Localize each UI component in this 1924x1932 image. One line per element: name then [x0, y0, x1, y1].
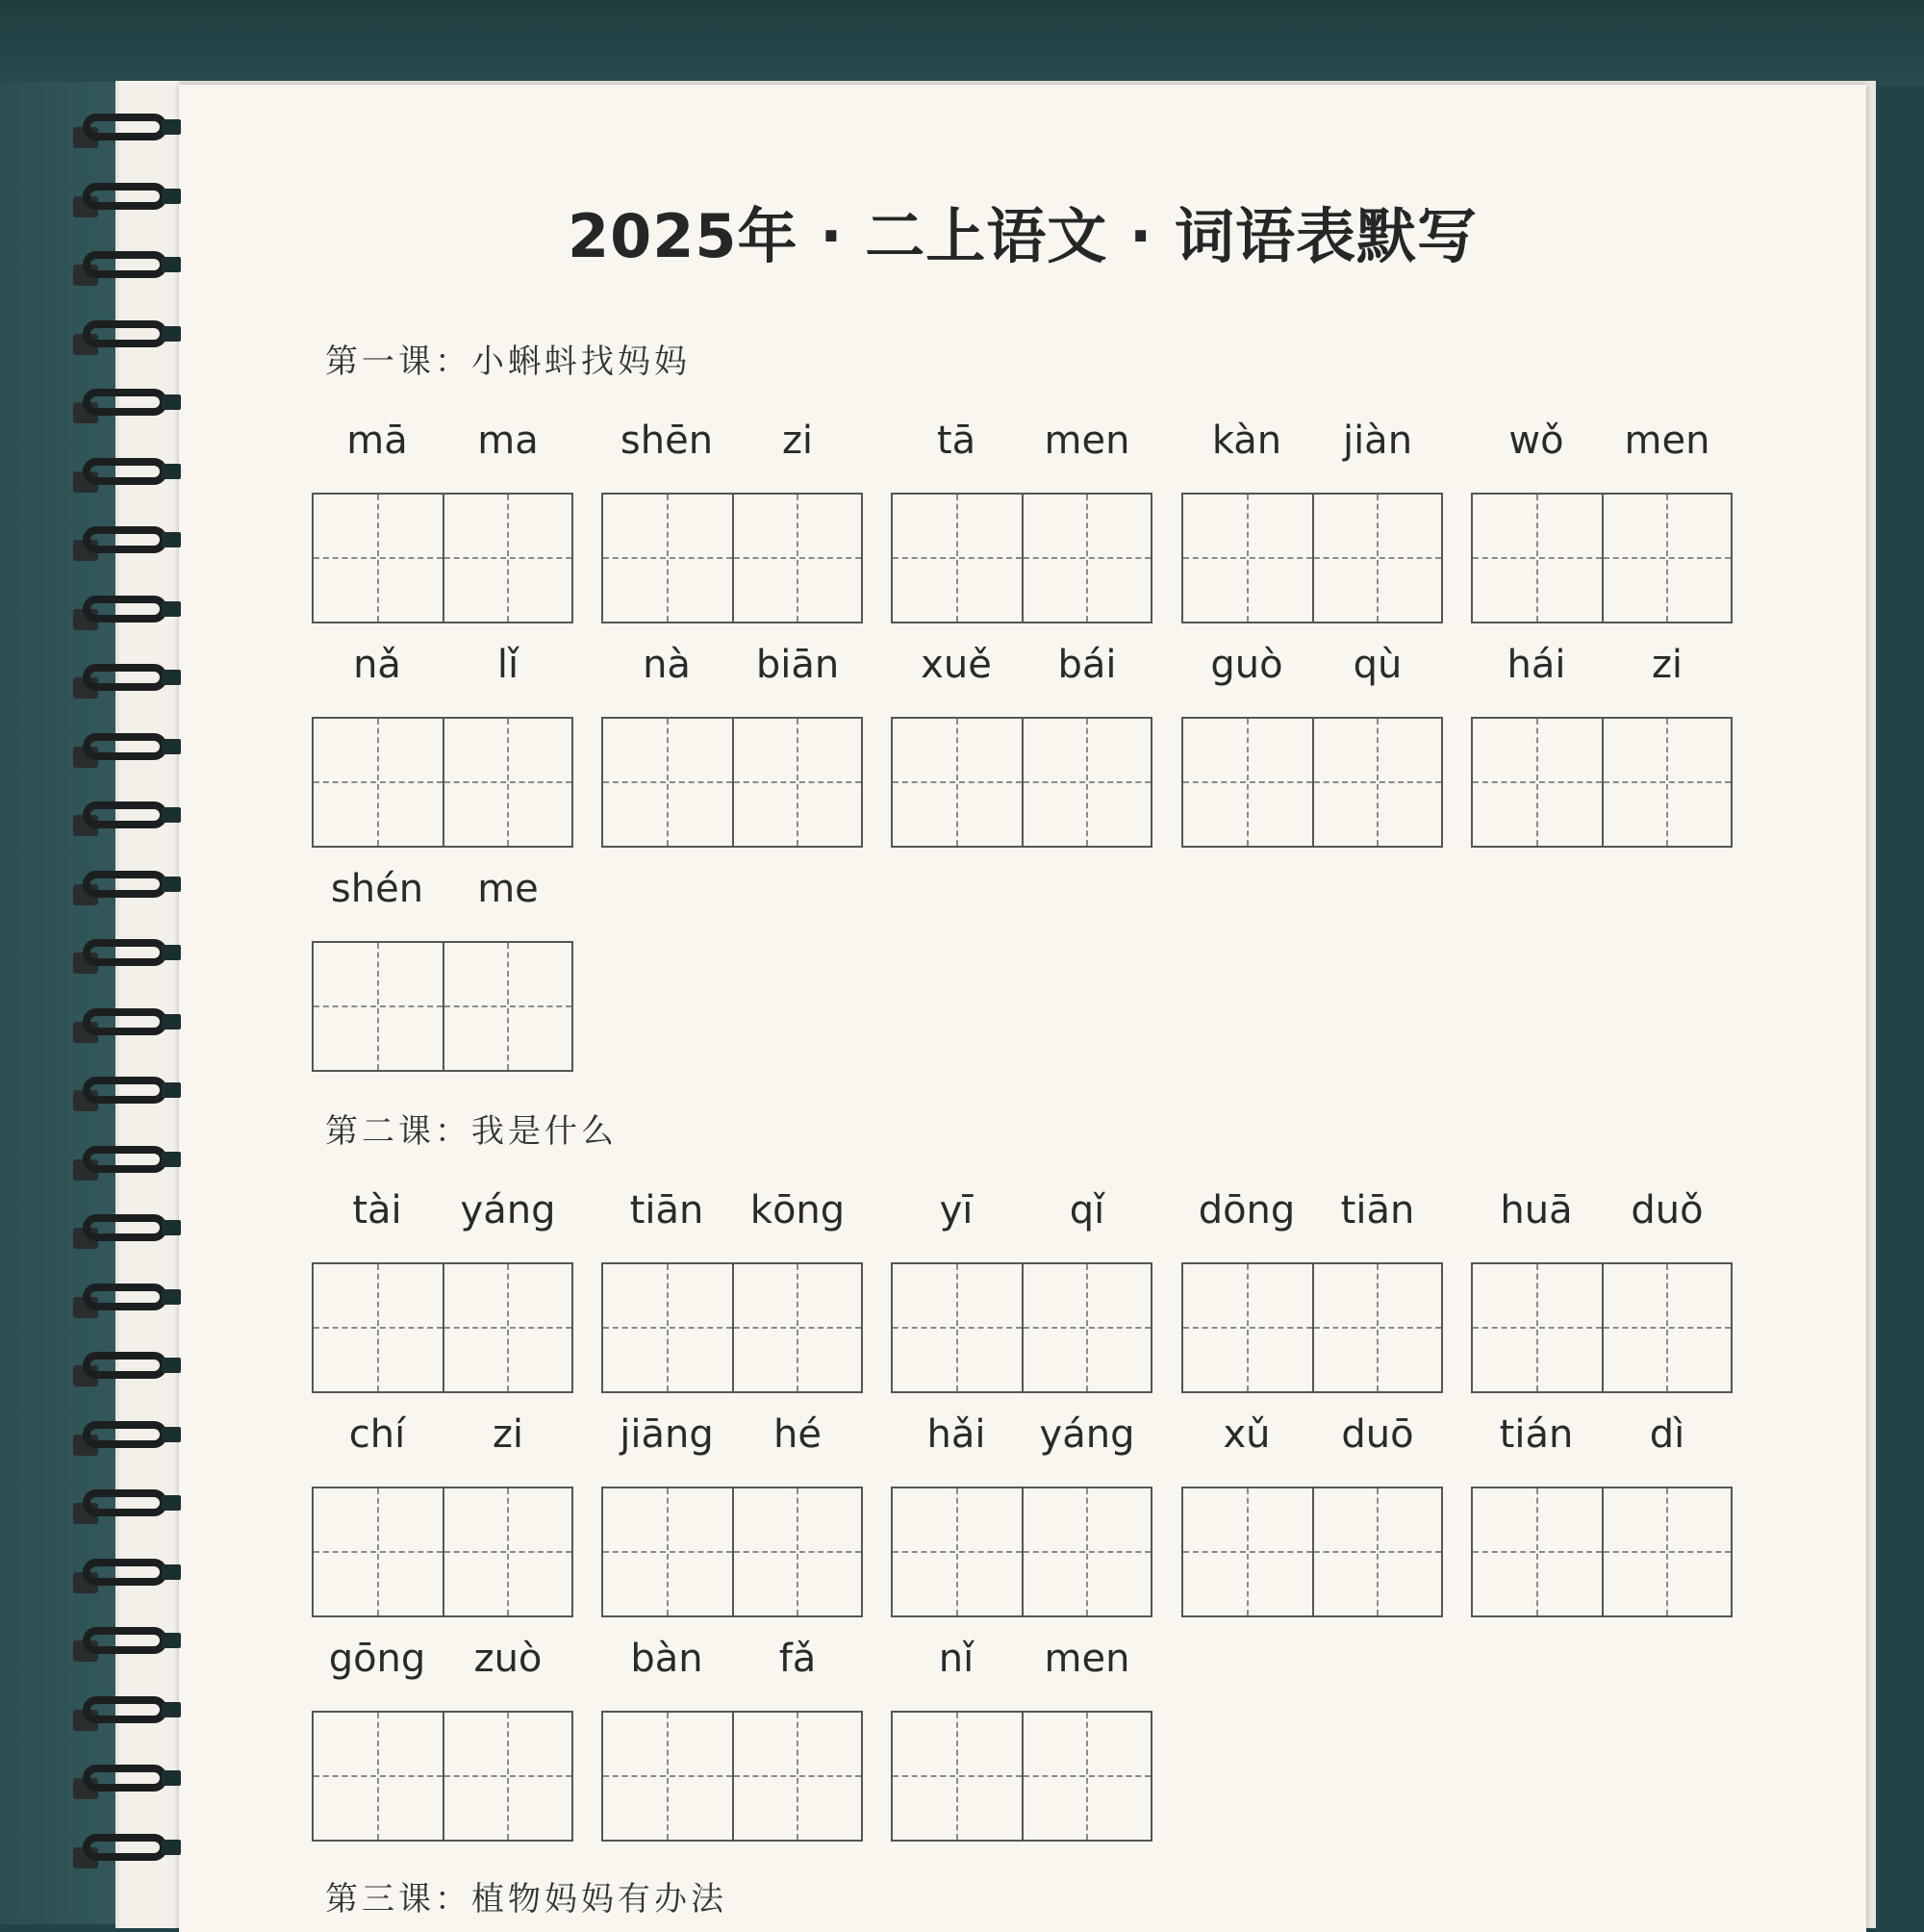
- pinyin-row: [1181, 638, 1443, 692]
- pinyin-row: [891, 1632, 1152, 1686]
- pinyin-row: [601, 1183, 863, 1237]
- tianzige-cell[interactable]: [1022, 1264, 1151, 1391]
- tianzige-cell[interactable]: [443, 1713, 571, 1840]
- writing-grid: [601, 493, 863, 623]
- word-item: [891, 414, 1152, 573]
- pinyin-label: hái: [1506, 643, 1566, 687]
- writing-grid: [312, 1711, 573, 1842]
- pinyin-label: lǐ: [496, 643, 519, 687]
- tianzige-cell[interactable]: [732, 1488, 861, 1615]
- binding-ring: [83, 939, 167, 966]
- pinyin-row: [891, 414, 1152, 468]
- pinyin-row: [312, 1632, 573, 1686]
- binding-ring: [83, 733, 167, 760]
- tianzige-cell[interactable]: [314, 1713, 443, 1840]
- word-item: [312, 862, 573, 1022]
- page-title: 2025年 · 二上语文 · 词语表默写: [567, 201, 1478, 271]
- binding-hole: [162, 877, 181, 892]
- binding-hole: [162, 1289, 181, 1305]
- pinyin-label: xuě: [921, 643, 992, 687]
- tianzige-cell[interactable]: [314, 495, 443, 622]
- writing-grid: [312, 717, 573, 848]
- binding-hole: [162, 532, 181, 547]
- pinyin-label: fǎ: [778, 1637, 817, 1681]
- pinyin-label: biān: [755, 643, 840, 687]
- writing-grid: [1181, 1487, 1443, 1617]
- binding-hole: [162, 1220, 181, 1235]
- binding-hole: [162, 257, 181, 272]
- pinyin-label: tián: [1499, 1412, 1574, 1457]
- word-item: [1181, 1408, 1443, 1567]
- binding-hole: [162, 807, 181, 823]
- binding-ring: [83, 1765, 167, 1792]
- pinyin-label: yī: [939, 1188, 974, 1233]
- tianzige-cell[interactable]: [1602, 495, 1731, 622]
- pinyin-label: gōng: [328, 1637, 426, 1681]
- writing-grid: [601, 717, 863, 848]
- binding-hole: [162, 1152, 181, 1167]
- lesson-heading: 第三课：植物妈妈有办法: [325, 1880, 727, 1919]
- binding-ring: [83, 526, 167, 553]
- pinyin-label: tiān: [1340, 1188, 1415, 1233]
- pinyin-label: dì: [1649, 1412, 1685, 1457]
- binding-ring: [83, 596, 167, 623]
- pinyin-label: huā: [1500, 1188, 1573, 1233]
- tianzige-cell[interactable]: [603, 719, 732, 846]
- lesson-heading: 第一课：小蝌蚪找妈妈: [325, 343, 691, 381]
- pinyin-label: mā: [346, 419, 408, 463]
- tianzige-cell[interactable]: [732, 719, 861, 846]
- binding-hole: [162, 1770, 181, 1786]
- tianzige-cell[interactable]: [732, 495, 861, 622]
- word-item: [1471, 1183, 1733, 1343]
- binding-hole: [162, 1495, 181, 1511]
- pinyin-label: shén: [330, 867, 424, 911]
- pinyin-row: [891, 1408, 1152, 1462]
- pinyin-row: [601, 638, 863, 692]
- tianzige-cell[interactable]: [1473, 495, 1602, 622]
- pinyin-label: duǒ: [1631, 1188, 1704, 1233]
- pinyin-label: yáng: [1039, 1412, 1135, 1457]
- pinyin-row: [1471, 1183, 1733, 1237]
- writing-grid: [1471, 1262, 1733, 1393]
- pinyin-label: men: [1044, 1637, 1130, 1681]
- word-item: [1471, 1408, 1733, 1567]
- tianzige-cell[interactable]: [443, 1488, 571, 1615]
- binding-ring: [83, 1077, 167, 1104]
- pinyin-label: tā: [936, 419, 976, 463]
- word-item: [601, 1183, 863, 1343]
- tianzige-cell[interactable]: [603, 1488, 732, 1615]
- binding-ring: [83, 389, 167, 416]
- pinyin-row: [1181, 1183, 1443, 1237]
- binding-hole: [162, 1014, 181, 1030]
- binding-hole: [162, 464, 181, 479]
- writing-grid: [1471, 1487, 1733, 1617]
- tianzige-cell[interactable]: [603, 1264, 732, 1391]
- binding-ring: [83, 251, 167, 278]
- word-item: [312, 638, 573, 798]
- pinyin-label: shēn: [620, 419, 714, 463]
- writing-grid: [891, 1262, 1152, 1393]
- tianzige-cell[interactable]: [1312, 495, 1441, 622]
- binding-ring: [83, 871, 167, 898]
- pinyin-label: hǎi: [926, 1412, 986, 1457]
- word-item: [891, 638, 1152, 798]
- binding-hole: [162, 1633, 181, 1648]
- binding-hole: [162, 1427, 181, 1442]
- word-item: [601, 1408, 863, 1567]
- tianzige-cell[interactable]: [1473, 719, 1602, 846]
- pinyin-label: nǐ: [938, 1637, 975, 1681]
- pinyin-row: [1471, 414, 1733, 468]
- pinyin-label: hé: [773, 1412, 822, 1457]
- word-item: [891, 1632, 1152, 1792]
- word-item: [1181, 1183, 1443, 1343]
- tianzige-cell[interactable]: [1312, 1488, 1441, 1615]
- pinyin-label: xǔ: [1223, 1412, 1271, 1457]
- tianzige-cell[interactable]: [1602, 1488, 1731, 1615]
- tianzige-cell[interactable]: [443, 495, 571, 622]
- tianzige-cell[interactable]: [893, 719, 1022, 846]
- pinyin-label: chí: [348, 1412, 406, 1457]
- word-item: [312, 414, 573, 573]
- tianzige-cell[interactable]: [1183, 495, 1312, 622]
- tianzige-cell[interactable]: [314, 943, 443, 1070]
- pinyin-label: wǒ: [1508, 419, 1564, 463]
- binding-hole: [162, 945, 181, 960]
- tianzige-cell[interactable]: [443, 719, 571, 846]
- pinyin-row: [312, 1183, 573, 1237]
- binding-hole: [162, 326, 181, 342]
- tianzige-cell[interactable]: [1022, 1488, 1151, 1615]
- binding-ring: [83, 1627, 167, 1654]
- pinyin-label: qù: [1353, 643, 1403, 687]
- binding-ring: [83, 1214, 167, 1241]
- pinyin-label: bàn: [630, 1637, 703, 1681]
- word-item: [1181, 638, 1443, 798]
- binding-hole: [162, 189, 181, 204]
- writing-grid: [312, 1487, 573, 1617]
- binding-hole: [162, 394, 181, 410]
- tianzige-cell[interactable]: [603, 495, 732, 622]
- tianzige-cell[interactable]: [1022, 719, 1151, 846]
- tianzige-cell[interactable]: [1312, 1264, 1441, 1391]
- pinyin-row: [601, 1408, 863, 1462]
- pinyin-label: me: [477, 867, 539, 911]
- binding-ring: [83, 1696, 167, 1723]
- pinyin-label: men: [1044, 419, 1130, 463]
- tianzige-cell[interactable]: [732, 1713, 861, 1840]
- binding-ring: [83, 458, 167, 485]
- binding-hole: [162, 1564, 181, 1580]
- pinyin-label: zi: [1651, 643, 1684, 687]
- pinyin-label: dōng: [1198, 1188, 1296, 1233]
- pinyin-label: jiāng: [620, 1412, 714, 1457]
- pinyin-label: jiàn: [1342, 419, 1413, 463]
- writing-grid: [1181, 493, 1443, 623]
- tianzige-cell[interactable]: [314, 719, 443, 846]
- tianzige-cell[interactable]: [893, 1713, 1022, 1840]
- writing-grid: [891, 493, 1152, 623]
- binding-hole: [162, 1840, 181, 1855]
- word-item: [601, 638, 863, 798]
- tianzige-cell[interactable]: [443, 1264, 571, 1391]
- binding-hole: [162, 1358, 181, 1373]
- binding-ring: [83, 1489, 167, 1516]
- binding-ring: [83, 1834, 167, 1861]
- pinyin-row: [1181, 414, 1443, 468]
- pinyin-label: nà: [643, 643, 691, 687]
- background-top: [0, 0, 1924, 87]
- word-item: [1471, 414, 1733, 573]
- pinyin-row: [601, 414, 863, 468]
- word-item: [312, 1632, 573, 1792]
- pinyin-row: [1471, 1408, 1733, 1462]
- binding-hole: [162, 1702, 181, 1717]
- pinyin-row: [891, 1183, 1152, 1237]
- tianzige-cell[interactable]: [1183, 1488, 1312, 1615]
- writing-grid: [601, 1711, 863, 1842]
- binding-ring: [83, 1284, 167, 1310]
- pinyin-label: bái: [1057, 643, 1117, 687]
- binding-ring: [83, 183, 167, 210]
- tianzige-cell[interactable]: [893, 495, 1022, 622]
- writing-grid: [312, 941, 573, 1072]
- tianzige-cell[interactable]: [603, 1713, 732, 1840]
- tianzige-cell[interactable]: [1602, 719, 1731, 846]
- binding-hole: [162, 1082, 181, 1098]
- writing-grid: [1181, 717, 1443, 848]
- pinyin-row: [1471, 638, 1733, 692]
- writing-grid: [312, 1262, 573, 1393]
- binding-ring: [83, 320, 167, 347]
- lesson-heading: 第二课：我是什么: [325, 1112, 618, 1151]
- writing-grid: [601, 1487, 863, 1617]
- tianzige-cell[interactable]: [1312, 719, 1441, 846]
- writing-grid: [312, 493, 573, 623]
- pinyin-label: nǎ: [353, 643, 401, 687]
- binding-ring: [83, 801, 167, 828]
- pinyin-label: duō: [1341, 1412, 1414, 1457]
- pinyin-row: [601, 1632, 863, 1686]
- word-item: [601, 414, 863, 573]
- pinyin-label: tiān: [629, 1188, 704, 1233]
- pinyin-row: [1181, 1408, 1443, 1462]
- tianzige-cell[interactable]: [732, 1264, 861, 1391]
- tianzige-cell[interactable]: [893, 1264, 1022, 1391]
- word-item: [601, 1632, 863, 1792]
- pinyin-label: qǐ: [1069, 1188, 1105, 1233]
- pinyin-label: kàn: [1211, 419, 1282, 463]
- writing-grid: [1471, 717, 1733, 848]
- binding-ring: [83, 1146, 167, 1173]
- writing-grid: [1471, 493, 1733, 623]
- binding-hole: [162, 739, 181, 754]
- tianzige-cell[interactable]: [1183, 719, 1312, 846]
- tianzige-cell[interactable]: [1022, 495, 1151, 622]
- pinyin-label: tài: [352, 1188, 402, 1233]
- binding-ring: [83, 1352, 167, 1379]
- writing-grid: [1181, 1262, 1443, 1393]
- binding-ring: [83, 114, 167, 140]
- word-item: [891, 1183, 1152, 1343]
- pinyin-row: [312, 638, 573, 692]
- writing-grid: [891, 1487, 1152, 1617]
- word-item: [1471, 638, 1733, 798]
- word-item: [891, 1408, 1152, 1567]
- pinyin-row: [312, 414, 573, 468]
- binding-hole: [162, 601, 181, 617]
- pinyin-row: [891, 638, 1152, 692]
- pinyin-row: [312, 1408, 573, 1462]
- binding-hole: [162, 670, 181, 685]
- tianzige-cell[interactable]: [443, 943, 571, 1070]
- pinyin-label: kōng: [749, 1188, 846, 1233]
- pinyin-label: zi: [492, 1412, 524, 1457]
- binding-ring: [83, 1008, 167, 1035]
- pinyin-label: men: [1624, 419, 1710, 463]
- writing-grid: [601, 1262, 863, 1393]
- pinyin-label: zuò: [473, 1637, 543, 1681]
- tianzige-cell[interactable]: [314, 1264, 443, 1391]
- binding-hole: [162, 119, 181, 135]
- word-item: [1181, 414, 1443, 573]
- tianzige-cell[interactable]: [314, 1488, 443, 1615]
- pinyin-label: ma: [477, 419, 539, 463]
- word-item: [312, 1408, 573, 1567]
- pinyin-label: yáng: [460, 1188, 556, 1233]
- tianzige-cell[interactable]: [1473, 1488, 1602, 1615]
- tianzige-cell[interactable]: [893, 1488, 1022, 1615]
- pinyin-label: zi: [781, 419, 814, 463]
- tianzige-cell[interactable]: [1602, 1264, 1731, 1391]
- binding-ring: [83, 664, 167, 691]
- pinyin-row: [312, 862, 573, 916]
- writing-grid: [891, 717, 1152, 848]
- tianzige-cell[interactable]: [1183, 1264, 1312, 1391]
- tianzige-cell[interactable]: [1022, 1713, 1151, 1840]
- binding-ring: [83, 1421, 167, 1448]
- writing-grid: [891, 1711, 1152, 1842]
- pinyin-label: guò: [1210, 643, 1283, 687]
- word-item: [312, 1183, 573, 1343]
- binding-ring: [83, 1559, 167, 1586]
- tianzige-cell[interactable]: [1473, 1264, 1602, 1391]
